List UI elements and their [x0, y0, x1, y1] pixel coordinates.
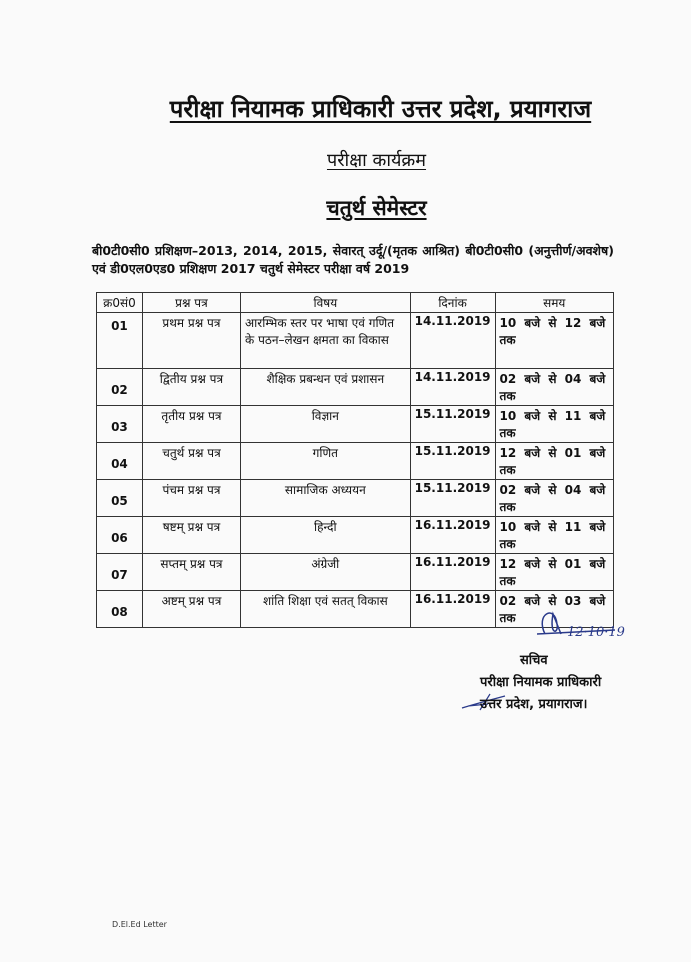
- header-date: दिनांक: [410, 293, 495, 313]
- paper-name: तृतीय प्रश्न पत्र: [142, 406, 240, 443]
- subject-name: आरम्भिक स्तर पर भाषा एवं गणित के पठन–लेखन क्षमता का विकास: [241, 313, 411, 369]
- serial-number: 04: [97, 443, 143, 480]
- table-row: [97, 554, 614, 591]
- subtitle-text: परीक्षा कार्यक्रम: [326, 150, 427, 171]
- exam-date: 15.11.2019: [410, 480, 495, 517]
- designation: सचिव: [520, 653, 548, 668]
- exam-schedule-table: [96, 292, 614, 628]
- serial-number: 01: [97, 313, 143, 369]
- signatory-block: [480, 650, 601, 716]
- subject-name: अंग्रेजी: [241, 554, 411, 591]
- paper-name: पंचम प्रश्न पत्र: [142, 480, 240, 517]
- serial-number: 06: [97, 517, 143, 554]
- exam-date: 16.11.2019: [410, 554, 495, 591]
- document-title-text: परीक्षा नियामक प्राधिकारी उत्तर प्रदेश, प्रयागराज: [169, 95, 592, 123]
- exam-date: 15.11.2019: [410, 406, 495, 443]
- exam-time: 10 बजे से 11 बजे तक: [495, 517, 613, 554]
- table-row: [97, 517, 614, 554]
- semester-heading: [0, 194, 691, 222]
- subject-name: शांति शिक्षा एवं सतत् विकास: [241, 591, 411, 628]
- paper-name: सप्तम् प्रश्न पत्र: [142, 554, 240, 591]
- table-row: [97, 406, 614, 443]
- exam-time: 10 बजे से 11 बजे तक: [495, 406, 613, 443]
- subject-name: हिन्दी: [241, 517, 411, 554]
- description: बी0टी0सी0 प्रशिक्षण–2013, 2014, 2015, सेवारत् उर्दू/(मृतक आश्रित) बी0टी0सी0 (अनुत्तीर्ण/अवशेष) एवं डी0एल0एड0 प्रशिक्षण 2017 चतुर्थ सेमेस्टर परीक्षा वर्ष 2019: [92, 243, 614, 276]
- header-sn: क्र0सं0: [97, 293, 143, 313]
- semester-text: चतुर्थ सेमेस्टर: [326, 196, 427, 220]
- paper-name: चतुर्थ प्रश्न पत्र: [142, 443, 240, 480]
- paper-name: द्वितीय प्रश्न पत्र: [142, 369, 240, 406]
- paper-name: अष्टम् प्रश्न पत्र: [142, 591, 240, 628]
- table-row: [97, 480, 614, 517]
- table-row: [97, 443, 614, 480]
- serial-number: 03: [97, 406, 143, 443]
- exam-date: 16.11.2019: [410, 517, 495, 554]
- svg-text:12·10·19: 12·10·19: [567, 625, 625, 640]
- subtitle: [0, 148, 691, 172]
- exam-date: 14.11.2019: [410, 313, 495, 369]
- exam-time: 10 बजे से 12 बजे तक: [495, 313, 613, 369]
- table-row: [97, 313, 614, 369]
- header-time: समय: [495, 293, 613, 313]
- serial-number: 02: [97, 369, 143, 406]
- subject-name: विज्ञान: [241, 406, 411, 443]
- subject-name: सामाजिक अध्ययन: [241, 480, 411, 517]
- serial-number: 08: [97, 591, 143, 628]
- paper-name: षष्टम् प्रश्न पत्र: [142, 517, 240, 554]
- exam-time: 12 बजे से 01 बजे तक: [495, 443, 613, 480]
- office-line-1: परीक्षा नियामक प्राधिकारी: [480, 675, 602, 690]
- exam-date: 14.11.2019: [410, 369, 495, 406]
- exam-date: 15.11.2019: [410, 443, 495, 480]
- table-header-row: [97, 293, 614, 313]
- header-subject: विषय: [241, 293, 411, 313]
- office-line-2: उत्तर प्रदेश, प्रयागराज।: [480, 697, 588, 712]
- subject-name: शैक्षिक प्रबन्धन एवं प्रशासन: [241, 369, 411, 406]
- exam-time: 02 बजे से 04 बजे तक: [495, 480, 613, 517]
- serial-number: 05: [97, 480, 143, 517]
- paper-name: प्रथम प्रश्न पत्र: [142, 313, 240, 369]
- serial-number: 07: [97, 554, 143, 591]
- signature-mark: [475, 604, 645, 654]
- exam-date: 16.11.2019: [410, 591, 495, 628]
- header-paper: प्रश्न पत्र: [142, 293, 240, 313]
- exam-time: 02 बजे से 04 बजे तक: [495, 369, 613, 406]
- exam-time: 02 बजे से 03 बजे तक: [495, 591, 613, 628]
- subject-name: गणित: [241, 443, 411, 480]
- document-title: [0, 92, 691, 125]
- table-row: [97, 369, 614, 406]
- exam-time: 12 बजे से 01 बजे तक: [495, 554, 613, 591]
- footer-label: D.El.Ed Letter: [112, 920, 167, 929]
